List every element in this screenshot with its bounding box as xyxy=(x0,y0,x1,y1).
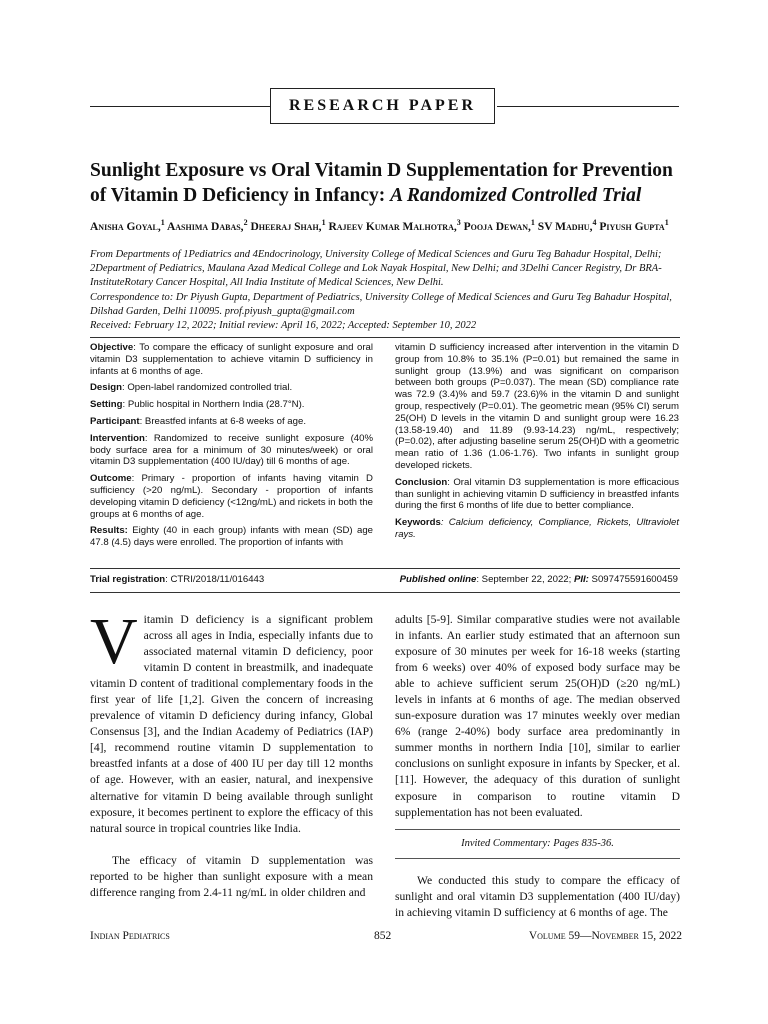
author: SV Madhu,$^4$ xyxy=(537,218,597,233)
affiliation: From Departments of 1Pediatrics and 4Endocrinology, University College of Medical Sciences and Guru Teg Bahadur Hospital, Delhi; 2Department of Pediatrics, Maulana Azad Medical College and Lok Nayak Hospital, New Delhi; and 3Delhi Cancer Registry, Dr BRA-InstituteRotary Cancer Hospital, All India Institute of Medical Sciences, New Delhi. xyxy=(90,249,662,289)
abstract-bottom-rule xyxy=(90,568,680,569)
author: Aashima Dabas,$^2$ xyxy=(166,218,248,233)
body-paragraph: We conducted this study to compare the efficacy of sunlight and oral vitamin D3 supplementation (400 IU/day) in achieving vitamin D sufficiency at 6 months of age. The xyxy=(395,873,680,919)
abstract-outcome: Outcome: Primary - proportion of infants having vitamin D sufficiency (>20 ng/mL). Secondary - proportion of infants developing vitamin D deficiency (<12ng/mL) and rickets in both the groups at 6 months of age. xyxy=(90,473,373,520)
abstract-setting: Setting: Public hospital in Northern India (28.7°N). xyxy=(90,399,305,411)
invited-commentary: Invited Commentary: Pages 835-36. xyxy=(395,829,680,859)
abstract-results-continued: vitamin D sufficiency increased after intervention in the vitamin D group from 10.8% to 35.1% (P=0.01) but remained the same in sunlight group (13.9%) and was significant on comparison between both groups (P=0.037). The mean (SD) compliance rate was 72.9 (3.4)% and 59.7 (23.6)% in the vitamin D and sunlight group, respectively (P=0.01). The geometric mean (95% CI) serum 25(OH) D levels in the vitamin D and sunlight group were 16.23 (13.58-19.40) and 11.89 (9.93-14.23) ng/mL, respectively; (P=0.02), after adjusting baseline serum 25(OH)D with a geometric mean ratio of 1.36 (1.06-1.76). Two infants in sunlight group developed rickets. xyxy=(395,342,679,471)
author: Piyush Gupta$^1$ xyxy=(599,218,669,233)
abstract-conclusion: Conclusion: Oral vitamin D3 supplementation is more efficacious than sunlight in achieving vitamin D sufficiency in breastfed infants during the first 6 months of life due to better compliance. xyxy=(395,476,679,512)
footer-journal-name: Indian Pediatrics xyxy=(90,930,170,942)
body-paragraph: The efficacy of vitamin D supplementation was reported to be higher than sunlight exposure with a mean difference ranging from 2.4-11 ng/mL in older children and xyxy=(90,853,373,899)
section-banner: RESEARCH PAPER xyxy=(270,88,495,124)
title-main: Sunlight Exposure vs Oral Vitamin D Supplementation for Prevention of Vitamin D Deficiency in Infancy: xyxy=(90,160,673,206)
abstract-results: Results: Eighty (40 in each group) infants with mean (SD) age 47.8 (4.5) days were enrolled. The proportion of infants with xyxy=(90,525,373,549)
body-right-column xyxy=(395,612,680,921)
footer-volume: Volume 59—November 15, 2022 xyxy=(528,930,682,942)
received-dates: Received: February 12, 2022; Initial review: April 16, 2022; Accepted: September 10, 2022 xyxy=(90,320,477,332)
published-online: Published online: September 22, 2022; PII: S097475591600459 xyxy=(399,574,678,585)
trial-registration: Trial registration: CTRI/2018/11/016443 xyxy=(90,574,265,585)
drop-cap: V xyxy=(90,605,138,678)
abstract-footer-rule xyxy=(90,592,680,593)
article-title xyxy=(90,158,690,208)
abstract-right-column xyxy=(395,342,679,546)
abstract-keywords: Keywords: Calcium deficiency, Compliance, Rickets, Ultraviolet rays. xyxy=(395,517,679,540)
author: Rajeev Kumar Malhotra,$^3$ xyxy=(328,218,461,233)
author: Anisha Goyal,$^1$ xyxy=(90,218,165,233)
abstract-design: Design: Open-label randomized controlled trial. xyxy=(90,382,293,394)
abstract-participant: Participant: Breastfed infants at 6-8 weeks of age. xyxy=(90,415,306,427)
author-list xyxy=(90,214,690,236)
body-paragraph: Vitamin D deficiency is a significant problem across all ages in India, especially infants due to associated maternal vitamin D deficiency, poor vitamin D content in breastmilk, and inadequate vitamin D content of traditional complementary foods in the first year of life [1,2]. Given the concern of increasing prevalence of vitamin D deficiency during infancy, Global Consensus [3], and the Indian Academy of Pediatrics (IAP)[4], recommend routine vitamin D supplementation to breastfed infants at a dose of 400 IU per day till 12 months of age. However, with an easier, natural, and inexpensive alternative for vitamin D being available through sunlight exposure, it becomes pertinent to explore the efficacy of this natural source in tropical countries like India. xyxy=(90,605,373,835)
abstract-objective: Objective: To compare the efficacy of sunlight exposure and oral vitamin D3 supplementation to achieve vitamin D sufficiency in infants at 6 months of age. xyxy=(90,342,373,377)
author: Pooja Dewan,$^1$ xyxy=(463,218,535,233)
body-left-column xyxy=(90,605,373,901)
banner-rule-left xyxy=(90,106,270,107)
abstract-left-column xyxy=(90,342,373,554)
body-paragraph: adults [5-9]. Similar comparative studies were not available in infants. An earlier study estimated that an afternoon sun exposure of 30 minutes per week for 16-18 weeks (starting from 6 weeks) over 40% of exposed body surface may be able to achieve sufficient serum 25(OH)D (≥20 ng/mL) levels in infants at 6 months of age. The median observed sun-exposure duration was 17 minutes weekly over median 6% (range 2-40%) body surface area predominantly in summer months in northern India [10], similar to earlier conclusions on sunlight exposure in infants by Specker, et al. [11]. However, the adequacy of this duration of sunlight exposure in comparison to routine vitamin D supplementation has not been evaluated. xyxy=(395,613,680,819)
title-subtitle: A Randomized Controlled Trial xyxy=(390,185,642,206)
affiliations-block xyxy=(90,248,690,333)
correspondence: Correspondence to: Dr Piyush Gupta, Department of Pediatrics, University College of Medical Sciences and Guru Teg Bahadur Hospital, Dilshad Garden, Delhi 110095. prof.piyush_gupta@gmail.com xyxy=(90,291,672,317)
abstract-intervention: Intervention: Randomized to receive sunlight exposure (40% body surface area for a minimum of 30 minutes/week) or oral vitamin D3 supplementation (400 IU/day) till 6 months of age. xyxy=(90,432,373,468)
banner-rule-right xyxy=(497,106,679,107)
footer-page-number: 852 xyxy=(374,930,392,942)
author: Dheeraj Shah,$^1$ xyxy=(250,218,326,233)
abstract-top-rule xyxy=(90,337,680,338)
